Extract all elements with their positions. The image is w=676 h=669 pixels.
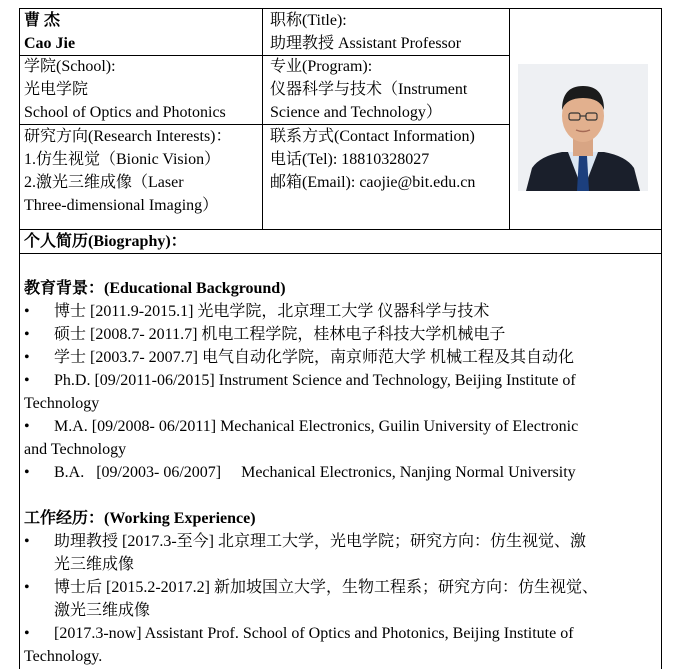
bullet-icon: • [24, 533, 30, 550]
bullet-icon: • [24, 579, 30, 596]
edu-item-phd-cn [24, 300, 656, 323]
program-cell [270, 55, 467, 124]
row-divider-4 [20, 253, 661, 254]
spacer [24, 484, 656, 507]
edu-item-phd-en [24, 369, 656, 392]
title-label: 职称(Title): [270, 12, 347, 29]
work-item-3 [24, 622, 656, 645]
edu-item-ma-en [24, 415, 656, 438]
edu-item-phd-en-cont: Technology [24, 395, 100, 412]
contact-label: 联系方式(Contact Information) [270, 128, 475, 145]
work-text: [2017.3-now] Assistant Prof. School of Optics and Photonics, Beijing Institute of [54, 625, 574, 642]
research-item-1: 1.仿生视觉（Bionic Vision） [24, 151, 221, 168]
edu-item-ba-cn [24, 346, 656, 369]
contact-cell [270, 125, 475, 194]
bullet-icon: • [24, 464, 30, 481]
email-text: 邮箱(Email): caojie@bit.edu.cn [270, 174, 476, 191]
title-value: 助理教授 Assistant Professor [270, 35, 462, 52]
edu-header: 教育背景：(Educational Background) [24, 280, 286, 297]
school-label: 学院(School): [24, 58, 116, 75]
name-cn: 曹 杰 [24, 12, 61, 29]
program-label: 专业(Program): [270, 58, 373, 75]
edu-item-ba-en [24, 461, 656, 484]
name-cell [24, 9, 75, 55]
work-item-2-cont: 激光三维成像 [54, 602, 151, 619]
column-divider-1 [262, 9, 263, 229]
program-line1: 仪器科学与技术（Instrument [270, 81, 468, 98]
edu-text: Ph.D. [09/2011-06/2015] Instrument Science and Technology, Beijing Institute of [54, 372, 576, 389]
bio-header: 个人简历(Biography)： [24, 233, 187, 250]
research-item-2: 2.激光三维成像（Laser [24, 174, 184, 191]
profile-table [19, 8, 662, 669]
edu-text: 硕士 [2008.7- 2011.7] 机电工程学院，桂林电子科技大学机械电子 [54, 326, 506, 343]
work-item-3-cont: Technology. [24, 648, 103, 665]
work-item-1 [24, 530, 656, 553]
bullet-icon: • [24, 372, 30, 389]
school-en: School of Optics and Photonics [24, 104, 226, 121]
column-divider-2 [509, 9, 510, 229]
program-line2: Science and Technology） [270, 104, 442, 121]
work-item-1-cont: 光三维成像 [54, 556, 135, 573]
bullet-icon: • [24, 418, 30, 435]
bullet-icon: • [24, 625, 30, 642]
name-en: Cao Jie [24, 35, 76, 52]
research-cell [24, 125, 232, 217]
edu-text: 博士 [2011.9-2015.1] 光电学院，北京理工大学 仪器科学与技术 [54, 303, 490, 320]
work-header: 工作经历：(Working Experience) [24, 510, 256, 527]
research-item-3: Three-dimensional Imaging） [24, 197, 219, 214]
work-item-2 [24, 576, 656, 599]
edu-text: M.A. [09/2008- 06/2011] Mechanical Electronics, Guilin University of Electronic [54, 418, 579, 435]
profile-photo [518, 64, 648, 191]
edu-text: 学士 [2003.7- 2007.7] 电气自动化学院，南京师范大学 机械工程及其自动化 [54, 349, 574, 366]
edu-item-ma-cn [24, 323, 656, 346]
work-text: 博士后 [2015.2-2017.2] 新加坡国立大学，生物工程系；研究方向：仿生视觉、 [54, 579, 598, 596]
research-label: 研究方向(Research Interests)： [24, 128, 232, 145]
bullet-icon: • [24, 326, 30, 343]
edu-text: B.A. [09/2003- 06/2007] Mechanical Electronics, Nanjing Normal University [54, 464, 576, 481]
bullet-icon: • [24, 303, 30, 320]
bullet-icon: • [24, 349, 30, 366]
school-cn: 光电学院 [24, 81, 89, 98]
phone-text: 电话(Tel): 18810328027 [270, 151, 430, 168]
edu-item-ma-en-cont: and Technology [24, 441, 127, 458]
biography-section [24, 277, 656, 668]
school-cell [24, 55, 226, 124]
title-cell [270, 9, 461, 55]
work-text: 助理教授 [2017.3-至今] 北京理工大学，光电学院；研究方向：仿生视觉、激 [54, 533, 586, 550]
